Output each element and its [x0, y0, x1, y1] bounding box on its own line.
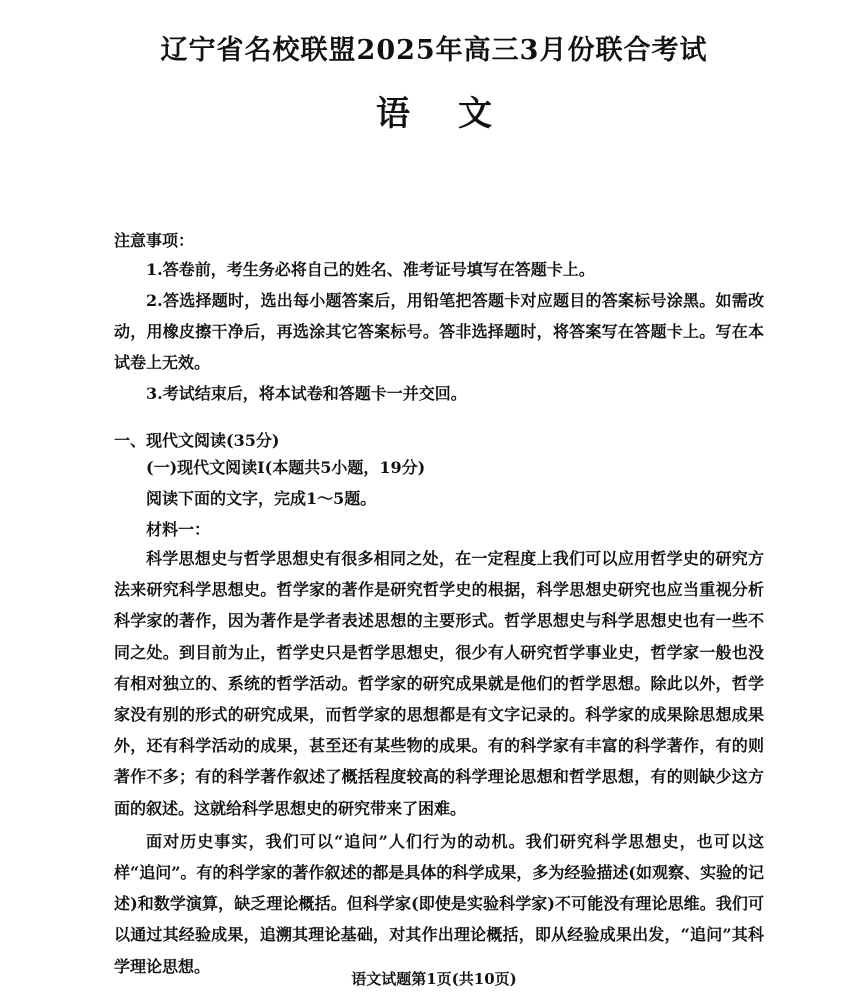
- notice-heading: 注意事项：: [114, 231, 195, 250]
- reading-instruction: 阅读下面的文字，完成1～5题。: [146, 489, 377, 508]
- notice-list: [114, 254, 764, 409]
- material-paragraph: 面对历史事实，我们可以“追问”人们行为的动机。我们研究科学思想史，也可以这样“追问”。有的科学家的著作叙述的都是具体的科学成果，多为经验描述(如观察、实验的记述)和数学演算，缺乏理论概括。但科学家(即使是实验科学家)不可能没有理论思维。我们可以通过其经验成果，追溯其理论基础，对其作出理论概括，即从经验成果出发，“追问”其科学理论思想。: [114, 831, 764, 976]
- section-intro: [146, 452, 425, 545]
- notice-item: 1.答卷前，考生务必将自己的姓名、准考证号填写在答题卡上。: [146, 260, 595, 279]
- exam-title: 辽宁省名校联盟2025年高三3月份联合考试: [160, 35, 708, 66]
- section-heading: 一、现代文阅读(35分): [114, 431, 280, 450]
- material-paragraph: 科学思想史与哲学思想史有很多相同之处，在一定程度上我们可以应用哲学史的研究方法来研究科学思想史。哲学家的著作是研究哲学史的根据，科学思想史研究也应当重视分析科学家的著作，因为著作是学者表述思想的主要形式。哲学思想史与科学思想史也有一些不同之处。到目前为止，哲学史只是哲学思想史，很少有人研究哲学事业史，哲学家一般也没有相对独立的、系统的哲学活动。哲学家的研究成果就是他们的哲学思想。除此以外，哲学家没有别的形式的研究成果，而哲学家的思想都是有文字记录的。科学家的成果除思想成果外，还有科学活动的成果，甚至还有某些物的成果。有的科学家有丰富的科学著作，有的则著作不多；有的科学著作叙述了概括程度较高的科学理论思想和哲学思想，有的则缺少这方面的叙述。这就给科学思想史的研究带来了困难。: [114, 549, 764, 818]
- section-subheading: (一)现代文阅读Ⅰ(本题共5小题，19分): [146, 458, 426, 477]
- material-text: [114, 543, 764, 984]
- notice-item: 2.答选择题时，选出每小题答案后，用铅笔把答题卡对应题目的答案标号涂黑。如需改动，用橡皮擦干净后，再选涂其它答案标号。答非选择题时，将答案写在答题卡上。写在本试卷上无效。: [114, 291, 764, 372]
- page-footer: 语文试题第1页(共10页): [351, 970, 517, 988]
- notice-item: 3.考试结束后，将本试卷和答题卡一并交回。: [146, 384, 467, 403]
- material-label: 材料一：: [146, 520, 211, 539]
- subject-title: 语文: [376, 94, 540, 134]
